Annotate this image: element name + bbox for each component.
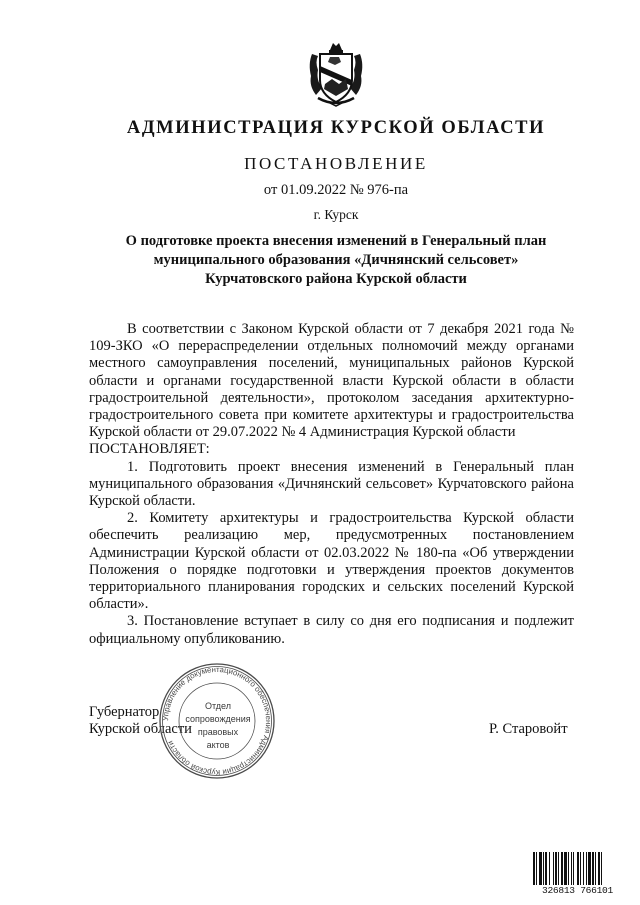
barcode-bar	[583, 852, 584, 885]
official-stamp	[158, 662, 276, 780]
document-date-number: от 01.09.2022 № 976-па	[263, 182, 409, 198]
barcode-bar	[592, 852, 594, 885]
clause-1: 1. Подготовить проект внесения изменений в Генеральный план муниципального образования «Дичнянский сельсовет» Курчатовского района Курской области.	[89, 458, 574, 510]
document-body	[89, 321, 574, 648]
barcode-bar	[595, 852, 596, 885]
stamp-center-line: правовых	[197, 727, 239, 737]
barcode-number: 326813 766101	[542, 885, 613, 896]
organization-title: АДМИНИСТРАЦИЯ КУРСКОЙ ОБЛАСТИ	[126, 118, 546, 138]
stamp-center-line: актов	[206, 740, 230, 750]
clause-2: 2. Комитету архитектуры и градостроительства Курской области обеспечить реализацию мер, предусмотренных постановлением Администрации Курской области от 02.03.2022 № 180-па «Об утверждении Положения о порядке подготовки и утверждения проектов документов территориального планирования городских и сельских поселений Курской области».	[89, 510, 574, 613]
document-subject	[95, 232, 577, 289]
barcode-bar	[577, 852, 579, 885]
subject-line: О подготовке проекта внесения изменений в Генеральный план	[125, 233, 547, 249]
subject-line: муниципального образования «Дичнянский сельсовет»	[153, 252, 519, 268]
barcode-bar	[553, 852, 554, 885]
stamp-center-line: Отдел	[204, 701, 232, 711]
barcode-bar	[545, 852, 547, 885]
barcode-bar	[598, 852, 600, 885]
signatory-position-line: Губернатор	[89, 704, 160, 720]
barcode-bar	[571, 852, 572, 885]
preamble-paragraph: В соответствии с Законом Курской области от 7 декабря 2021 года № 109-ЗКО «О перераспределении отдельных полномочий между органами местного самоуправления поселений, муниципальных районов Курской области и органами государственной власти Курской области в области градостроительной деятельности», протоколом заседания архитектурно-градостроительного совета при комитете архитектуры и градостроительства Курской области от 29.07.2022 № 4 Администрация Курской области	[89, 321, 574, 441]
barcode-bar	[580, 852, 581, 885]
barcode-bar	[561, 852, 563, 885]
barcode-bar	[536, 852, 537, 885]
barcode-bar	[543, 852, 544, 885]
kursk-coat-of-arms-icon	[306, 40, 366, 108]
barcode-bar	[573, 852, 574, 885]
clause-3: 3. Постановление вступает в силу со дня его подписания и подлежит официальному опубликованию.	[89, 613, 574, 647]
stamp-center-line: сопровождения	[185, 714, 251, 724]
barcode-bar	[539, 852, 542, 885]
barcode-bar	[564, 852, 567, 885]
barcode-bar	[568, 852, 569, 885]
barcode-bar	[558, 852, 559, 885]
document-type: ПОСТАНОВЛЕНИЕ	[244, 154, 428, 173]
signatory-position-line: Курской области	[89, 721, 192, 737]
document-barcode	[533, 852, 622, 896]
document-place: г. Курск	[313, 207, 359, 222]
barcode-bars	[533, 852, 622, 885]
resolves-heading: ПОСТАНОВЛЯЕТ:	[89, 441, 210, 458]
barcode-bar	[555, 852, 557, 885]
barcode-bar	[601, 852, 602, 885]
barcode-bar	[533, 852, 535, 885]
barcode-bar	[586, 852, 587, 885]
barcode-bar	[549, 852, 550, 885]
signatory-name: Р. Старовойт	[489, 721, 568, 737]
stamp-ring-text: Управление документационного обеспечения Администрации Курской области	[160, 664, 274, 778]
barcode-bar	[588, 852, 591, 885]
subject-line: Курчатовского района Курской области	[205, 271, 467, 287]
